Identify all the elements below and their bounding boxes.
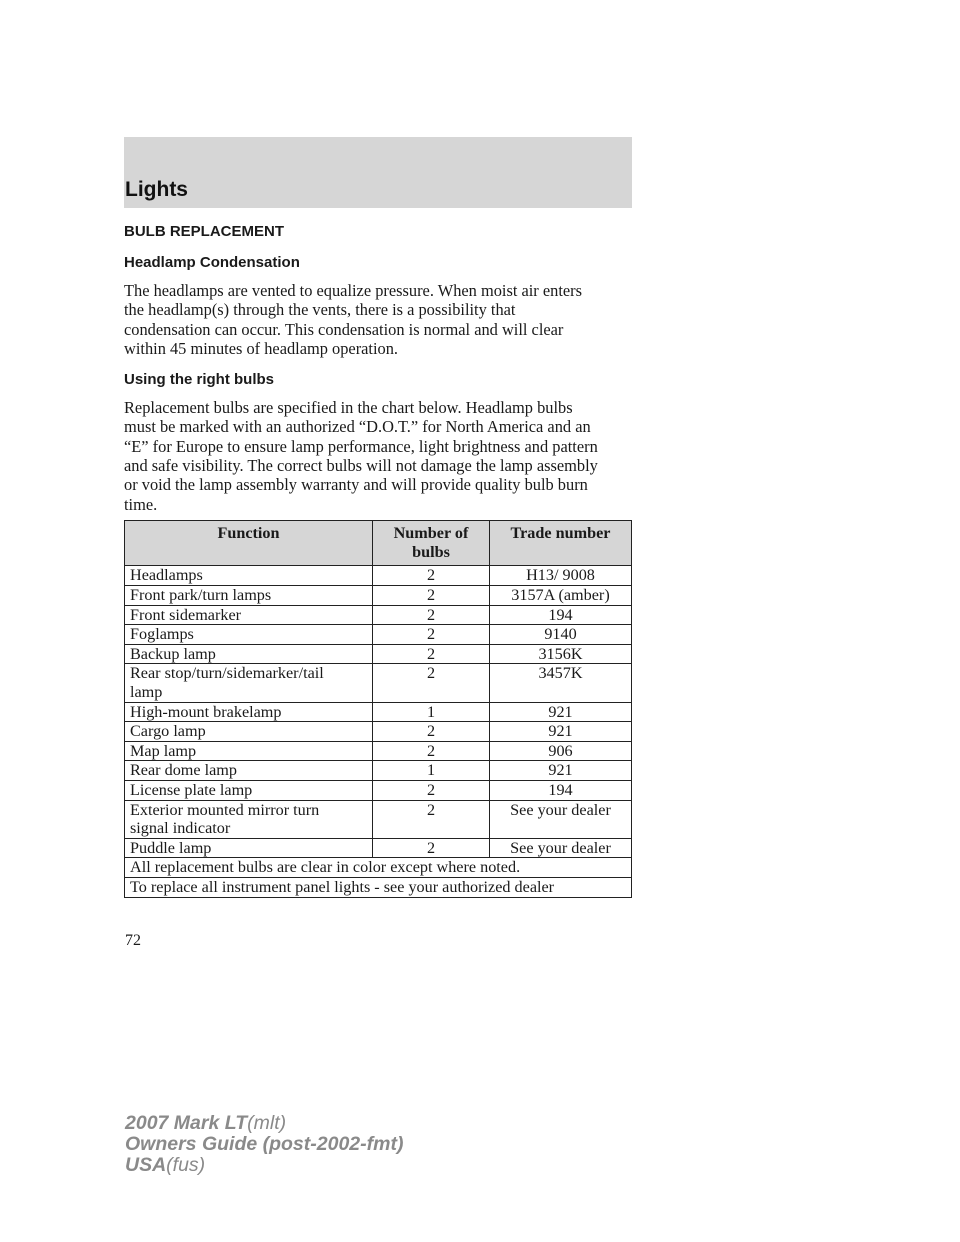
cell-count: 1 — [373, 761, 490, 781]
cell-trade: 194 — [490, 605, 632, 625]
cell-trade: See your dealer — [490, 800, 632, 838]
cell-function: High-mount brakelamp — [125, 702, 373, 722]
cell-function: Puddle lamp — [125, 838, 373, 858]
footer-market: USA — [125, 1154, 167, 1176]
cell-count: 2 — [373, 566, 490, 586]
footer-model-code: (mlt) — [247, 1112, 287, 1134]
text-line: or void the lamp assembly warranty and will provide quality bulb burn — [124, 475, 588, 495]
cell-trade: 3156K — [490, 644, 632, 664]
cell-trade: 921 — [490, 761, 632, 781]
table-row — [125, 838, 632, 858]
cell-count: 2 — [373, 664, 490, 702]
table-row — [125, 605, 632, 625]
cell-trade: 921 — [490, 702, 632, 722]
cell-function: Map lamp — [125, 741, 373, 761]
right-bulbs-heading: Using the right bulbs — [124, 371, 274, 389]
cell-trade: 3157A (amber) — [490, 586, 632, 606]
table-row — [125, 644, 632, 664]
section-title: BULB REPLACEMENT — [124, 223, 284, 240]
table-row — [125, 722, 632, 742]
cell-trade: See your dealer — [490, 838, 632, 858]
table-row — [125, 664, 632, 702]
cell-trade: H13/ 9008 — [490, 566, 632, 586]
table-row — [125, 586, 632, 606]
cell-count: 2 — [373, 722, 490, 742]
text-line: Replacement bulbs are specified in the chart below. Headlamp bulbs — [124, 397, 573, 417]
text-line: within 45 minutes of headlamp operation. — [124, 339, 399, 359]
cell-count: 2 — [373, 800, 490, 838]
header-line: Number of — [393, 524, 469, 543]
cell-count: 1 — [373, 702, 490, 722]
cell-line: Rear stop/turn/sidemarker/tail — [130, 664, 324, 683]
cell-trade: 194 — [490, 781, 632, 801]
footer-market-code: (fus) — [166, 1154, 206, 1176]
table-header-row — [125, 521, 632, 566]
cell-trade: 921 — [490, 722, 632, 742]
cell-function: Foglamps — [125, 625, 373, 645]
cell-trade: 906 — [490, 741, 632, 761]
table-row — [125, 741, 632, 761]
cell-count: 2 — [373, 586, 490, 606]
table-row — [125, 702, 632, 722]
table-row — [125, 761, 632, 781]
cell-line: Exterior mounted mirror turn — [130, 800, 320, 819]
table-row — [125, 566, 632, 586]
column-header-trade: Trade number — [490, 521, 632, 566]
text-line: time. — [124, 494, 158, 514]
cell-count: 2 — [373, 741, 490, 761]
condensation-paragraph — [124, 281, 636, 359]
footer-guide: Owners Guide (post-2002-fmt) — [125, 1133, 404, 1155]
cell-line: signal indicator — [130, 819, 231, 838]
text-line: The headlamps are vented to equalize pressure. When moist air enters — [124, 280, 583, 300]
text-line: the headlamp(s) through the vents, there is a possibility that — [124, 300, 516, 320]
section-header-band — [124, 137, 632, 208]
main-content — [124, 222, 636, 898]
table-note-row — [125, 877, 632, 897]
cell-function: Backup lamp — [125, 644, 373, 664]
right-bulbs-paragraph — [124, 398, 636, 514]
cell-trade: 3457K — [490, 664, 632, 702]
cell-function: Cargo lamp — [125, 722, 373, 742]
text-line: must be marked with an authorized “D.O.T.” for North America and an — [124, 417, 591, 437]
cell-count: 2 — [373, 625, 490, 645]
page-title: Lights — [125, 178, 188, 201]
cell-trade: 9140 — [490, 625, 632, 645]
table-note-row — [125, 858, 632, 878]
footer-model: 2007 Mark LT — [125, 1112, 248, 1134]
column-header-count — [373, 521, 490, 566]
column-header-function: Function — [125, 521, 373, 566]
bulb-table — [124, 520, 632, 897]
text-line: condensation can occur. This condensation is normal and will clear — [124, 319, 564, 339]
condensation-heading: Headlamp Condensation — [124, 254, 300, 272]
table-row — [125, 625, 632, 645]
cell-function — [125, 800, 373, 838]
cell-function: Front sidemarker — [125, 605, 373, 625]
cell-function — [125, 664, 373, 702]
cell-note: To replace all instrument panel lights - see your authorized dealer — [125, 877, 632, 897]
cell-count: 2 — [373, 781, 490, 801]
cell-line: lamp — [130, 683, 163, 702]
cell-function: License plate lamp — [125, 781, 373, 801]
table-row — [125, 800, 632, 838]
text-line: “E” for Europe to ensure lamp performance, light brightness and pattern — [124, 436, 598, 456]
header-line: bulbs — [412, 542, 450, 561]
table-row — [125, 781, 632, 801]
cell-count: 2 — [373, 644, 490, 664]
page-number: 72 — [125, 932, 141, 949]
cell-function: Rear dome lamp — [125, 761, 373, 781]
cell-function: Front park/turn lamps — [125, 586, 373, 606]
cell-function: Headlamps — [125, 566, 373, 586]
text-line: and safe visibility. The correct bulbs will not damage the lamp assembly — [124, 456, 598, 476]
document-footer — [125, 1113, 403, 1176]
cell-count: 2 — [373, 838, 490, 858]
cell-note: All replacement bulbs are clear in color except where noted. — [125, 858, 632, 878]
cell-count: 2 — [373, 605, 490, 625]
